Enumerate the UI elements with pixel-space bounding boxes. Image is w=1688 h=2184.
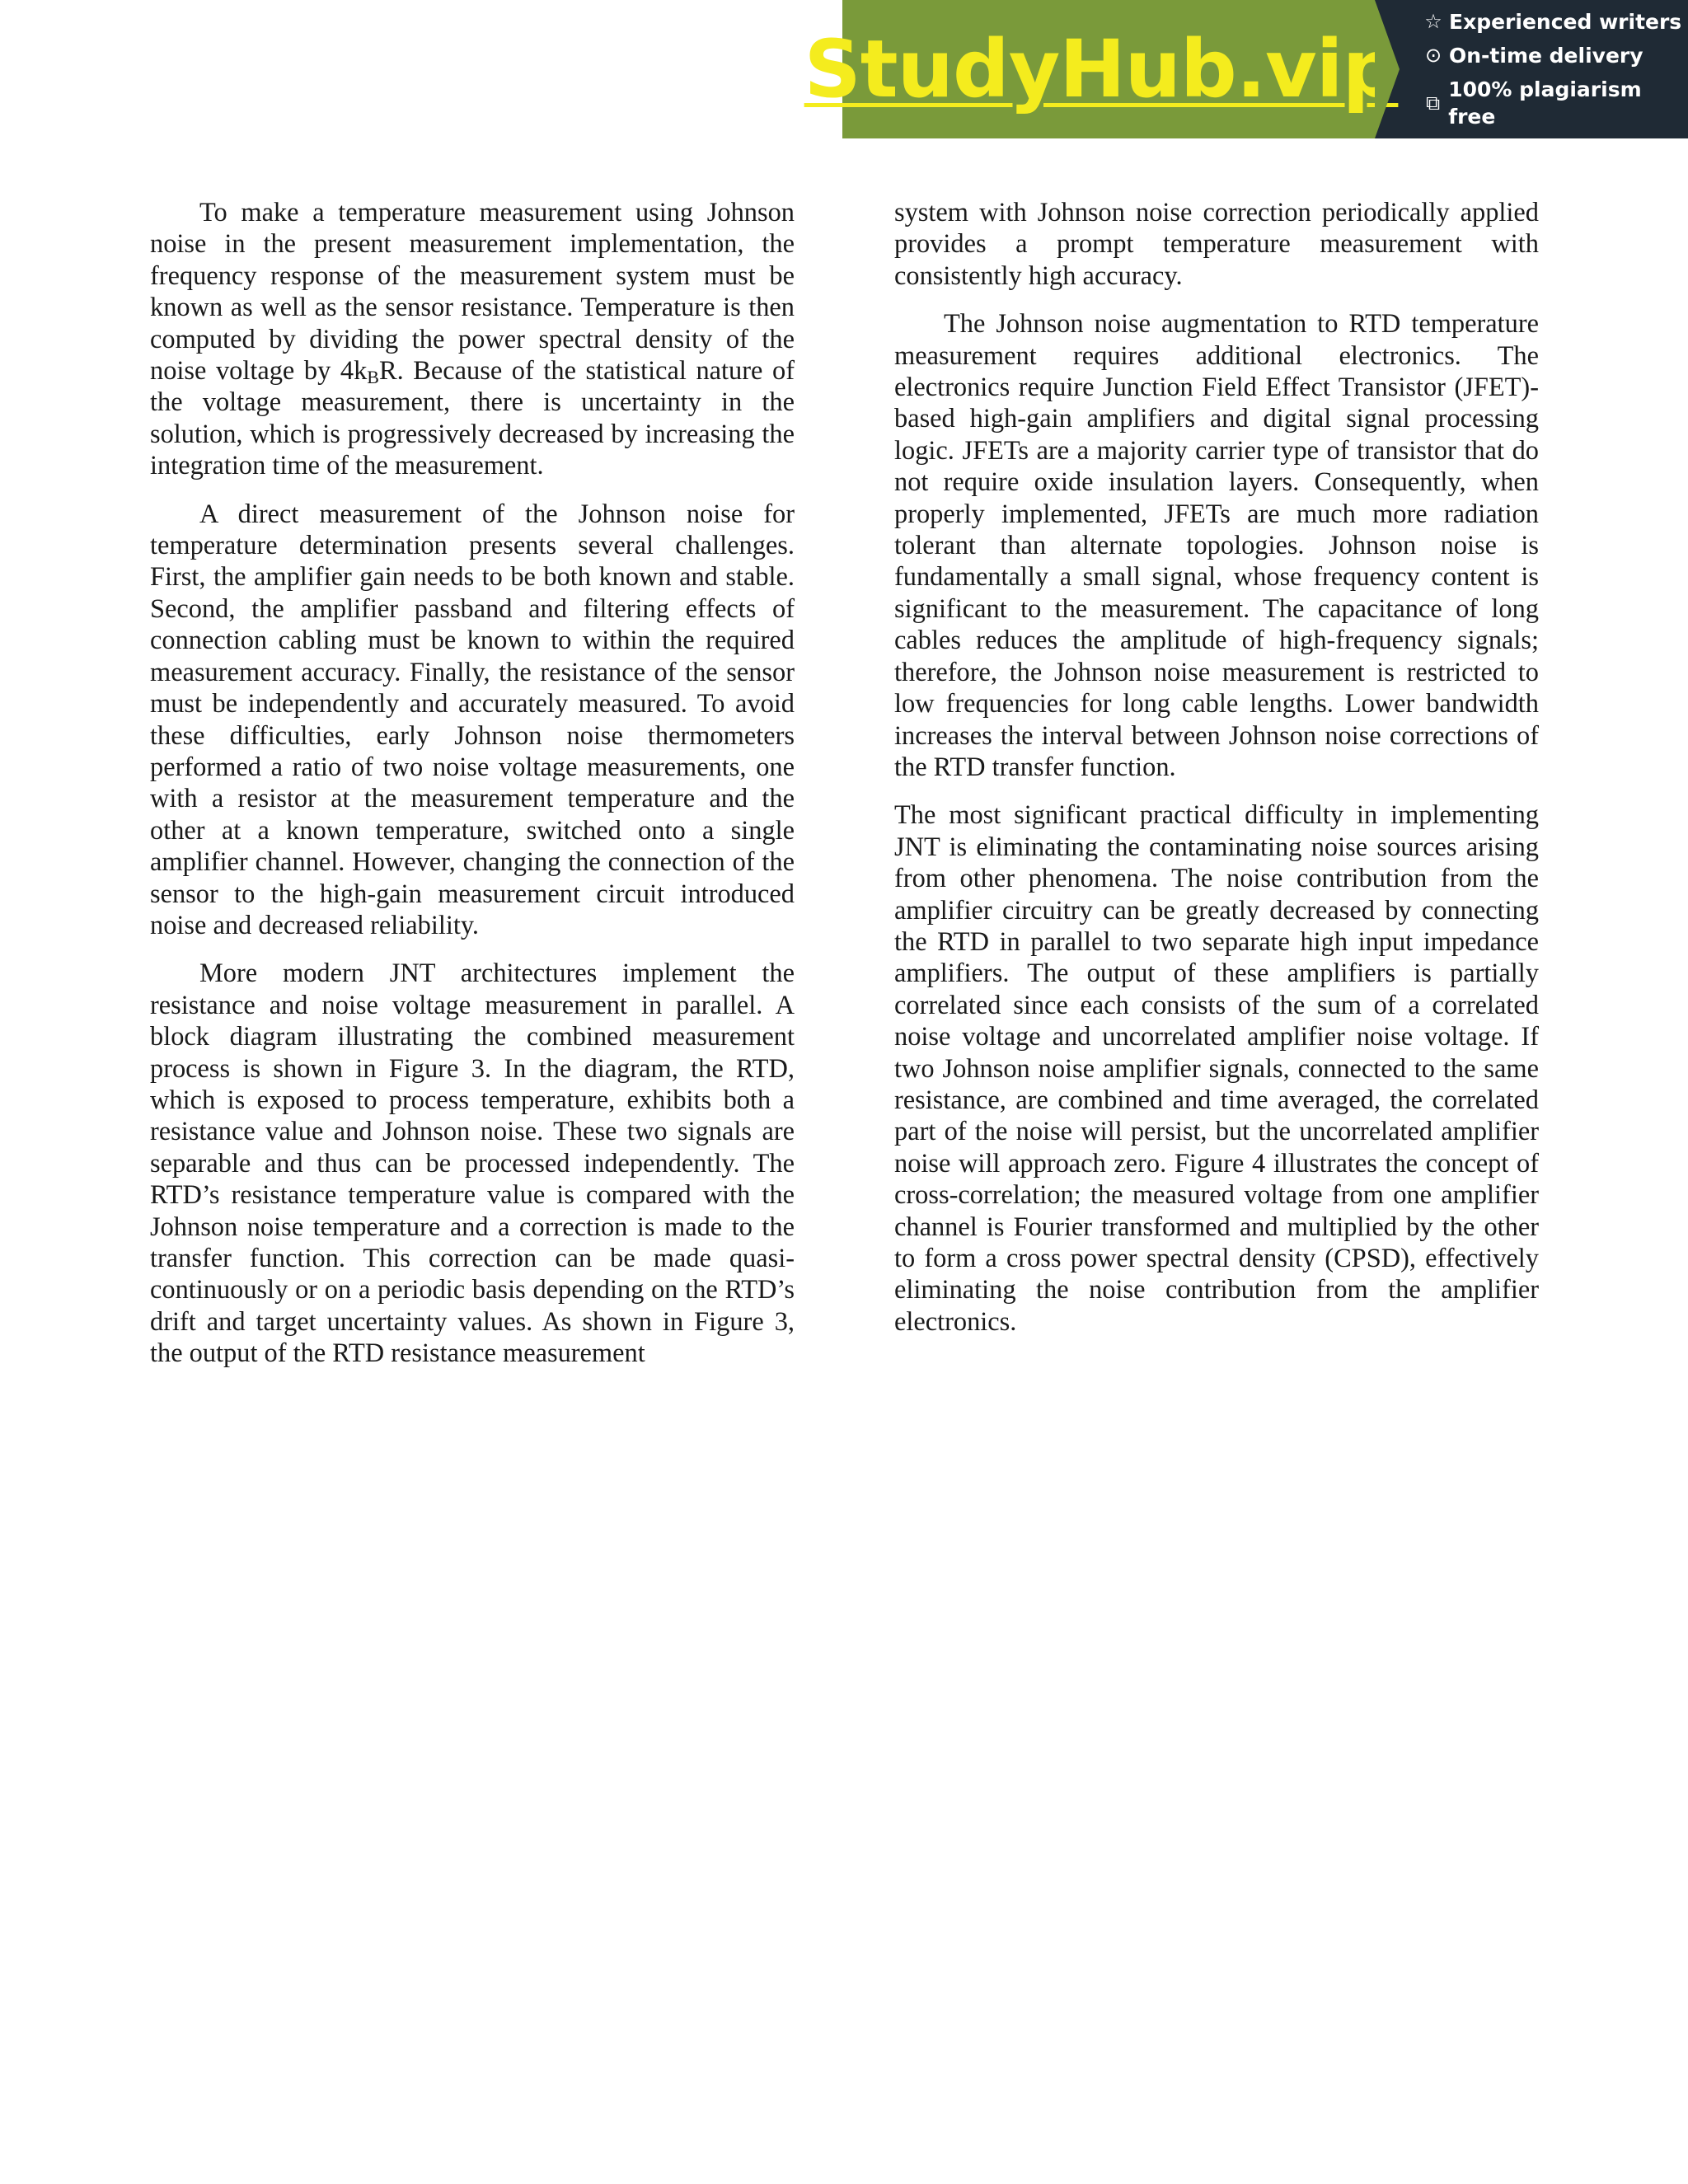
studyhub-banner[interactable] bbox=[804, 0, 1688, 138]
paragraph-continuation: system with Johnson noise correction periodically applied provides a prompt temperature measurement with consistently high accuracy. bbox=[894, 198, 1539, 291]
feature-plagiarism-free bbox=[1423, 76, 1688, 130]
feature-experienced-writers bbox=[1423, 8, 1688, 35]
studyhub-logo-text: StudyHub.vip bbox=[804, 23, 1399, 115]
banner-arrow-divider bbox=[1375, 0, 1400, 138]
subscript-b: B bbox=[367, 367, 379, 388]
paragraph-johnson-noise-augmentation: The Johnson noise augmentation to RTD temperature measurement requires additional electronics. The electronics require Junction Field Effect Transistor (JFET)-based high-gain amplifiers and digital signal processing logic. JFETs are a majority carrier type of transistor that do not require oxide insulation layers. Consequently, when properly implemented, JFETs are much more radiation tolerant than alternate topologies. Johnson noise is fundamentally a small signal, whose frequency content is significant to the measurement. The capacitance of long cables reduces the amplitude of high-frequency signals; therefore, the Johnson noise measurement is restricted to low frequencies for long cable lengths. Lower bandwidth increases the interval between Johnson noise corrections of the RTD transfer function. bbox=[894, 309, 1539, 782]
feature-on-time-delivery bbox=[1423, 42, 1688, 69]
paragraph-direct-measurement-challenges: A direct measurement of the Johnson noise for temperature determination presents several challenges. First, the amplifier gain needs to be both known and stable. Second, the amplifier passband and filtering effects of connection cabling must be known to within the required measurement accuracy. Finally, the resistance of the sensor must be independently and accurately measured. To avoid these difficulties, early Johnson noise thermometers performed a ratio of two noise voltage measurements, one with a resistor at the measurement temperature and the other at a known temperature, switched onto a single amplifier channel. However, changing the connection of the sensor to the high-gain measurement circuit introduced noise and decreased reliability. bbox=[150, 499, 795, 940]
banner-features bbox=[1375, 0, 1688, 138]
left-column bbox=[150, 197, 795, 1386]
studyhub-logo[interactable] bbox=[804, 0, 1399, 138]
clock-icon: ⊙ bbox=[1424, 44, 1442, 67]
copy-icon: ⧉ bbox=[1426, 91, 1441, 115]
paragraph-modern-jnt-architectures: More modern JNT architectures implement the resistance and noise voltage measurement in parallel. A block diagram illustrating the combined measurement process is shown in Figure 3. In the diagram, the RTD, which is exposed to process temperature, exhibits both a resistance value and Johnson noise. These two signals are separable and thus can be processed independently. The RTD’s resistance temperature value is compared with the Johnson noise temperature and a correction is made to the transfer function. This correction can be made quasi-continuously or on a periodic basis depending on the RTD’s drift and target uncertainty values. As shown in Figure 3, the output of the RTD resistance measurement bbox=[150, 958, 795, 1369]
feature-label: 100% plagiarism free bbox=[1448, 77, 1642, 129]
feature-label: Experienced writers bbox=[1449, 10, 1682, 34]
paragraph-text: To make a temperature measurement using Johnson noise in the present measurement implementation, the frequency response of the measurement system must be known as well as the sensor resistance. Temperature is then computed by dividing the power spectral density of the noise voltage by 4k bbox=[150, 198, 795, 387]
right-column bbox=[894, 197, 1539, 1354]
feature-label: On-time delivery bbox=[1449, 44, 1643, 68]
star-outline-icon: ☆ bbox=[1424, 10, 1442, 33]
paragraph-text: R. Because of the statistical nature of the voltage measurement, there is uncertainty in the solution, which is progressively decreased by increasing the integration time of the measurement. bbox=[150, 356, 795, 481]
paragraph-johnson-noise-measurement bbox=[150, 197, 795, 482]
paragraph-practical-difficulty: The most significant practical difficulty in implementing JNT is eliminating the contaminating noise sources arising from other phenomena. The noise contribution from the amplifier circuitry can be greatly decreased by connecting the RTD in parallel to two separate high input impedance amplifiers. The output of these amplifiers is partially correlated since each consists of the sum of a correlated noise voltage and uncorrelated amplifier noise voltage. If two Johnson noise amplifier signals, connected to the same resistance, are combined and time averaged, the correlated part of the noise will persist, but the uncorrelated amplifier noise will approach zero. Figure 4 illustrates the concept of cross-correlation; the measured voltage from one amplifier channel is Fourier transformed and multiplied by the other to form a cross power spectral density (CPSD), effectively eliminating the noise contribution from the amplifier electronics. bbox=[894, 800, 1539, 1337]
